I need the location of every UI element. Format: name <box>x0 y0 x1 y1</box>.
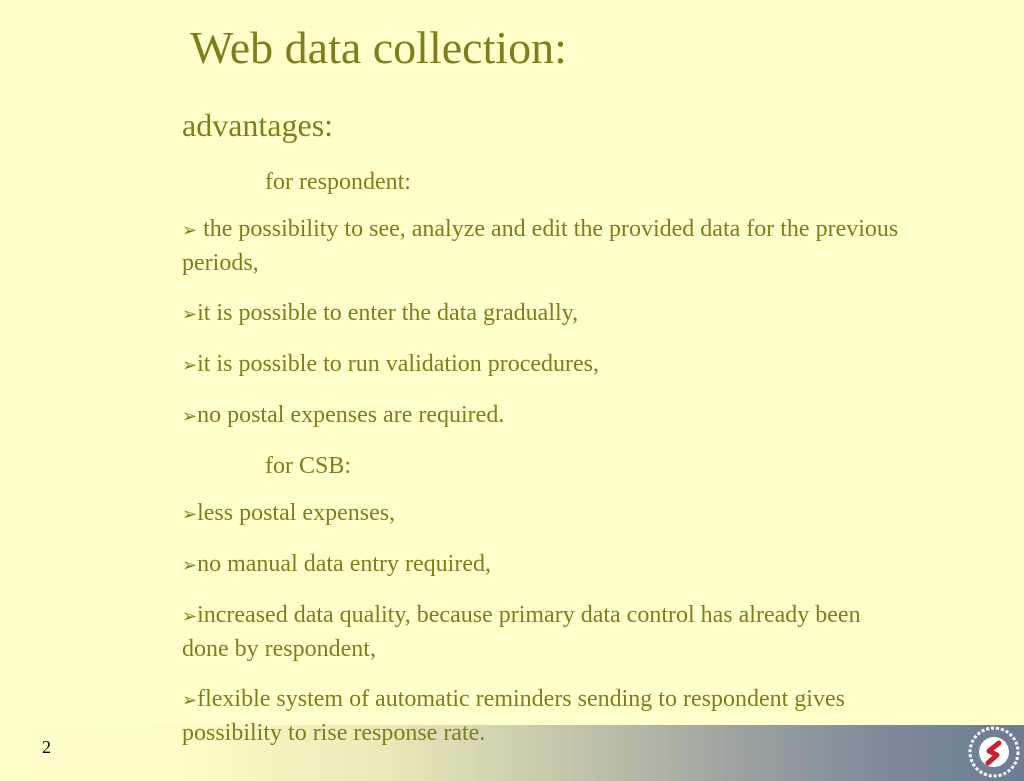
bullet-text: it is possible to run validation procedures, <box>197 351 600 377</box>
arrow-bullet-icon: ➢ <box>182 406 198 427</box>
page-number: 2 <box>42 737 51 757</box>
slide-title: Web data collection: <box>190 22 567 73</box>
bullet-item <box>182 683 902 750</box>
bullet-text: the possibility to see, analyze and edit the provided data for the previous periods, <box>182 216 899 276</box>
bullet-text: no manual data entry required, <box>197 551 491 577</box>
bullet-text: no postal expenses are required. <box>197 402 505 428</box>
arrow-bullet-icon: ➢ <box>182 606 198 627</box>
bullet-item <box>182 399 902 433</box>
slide-subtitle: advantages: <box>182 107 334 143</box>
bullet-text: it is possible to enter the data gradually, <box>197 300 579 326</box>
bullet-text: flexible system of automatic reminders sending to respondent gives possibility to rise response rate. <box>182 686 845 746</box>
bullet-item <box>182 497 902 531</box>
arrow-bullet-icon: ➢ <box>182 220 198 241</box>
bullet-item <box>182 297 902 331</box>
section-heading-respondent: for respondent: <box>265 169 411 195</box>
arrow-bullet-icon: ➢ <box>182 355 198 376</box>
bullet-item <box>182 348 902 382</box>
bullet-text: less postal expenses, <box>197 500 396 526</box>
bullet-text: increased data quality, because primary data control has already been done by respondent, <box>182 602 861 662</box>
arrow-bullet-icon: ➢ <box>182 504 198 525</box>
section-heading-csb: for CSB: <box>265 453 352 479</box>
arrow-bullet-icon: ➢ <box>182 690 198 711</box>
arrow-bullet-icon: ➢ <box>182 304 198 325</box>
bullet-item <box>182 213 902 280</box>
bullet-item <box>182 599 902 666</box>
arrow-bullet-icon: ➢ <box>182 555 198 576</box>
slide-content <box>182 166 902 767</box>
statistics-logo-icon <box>966 724 1022 780</box>
bullet-item <box>182 548 902 582</box>
